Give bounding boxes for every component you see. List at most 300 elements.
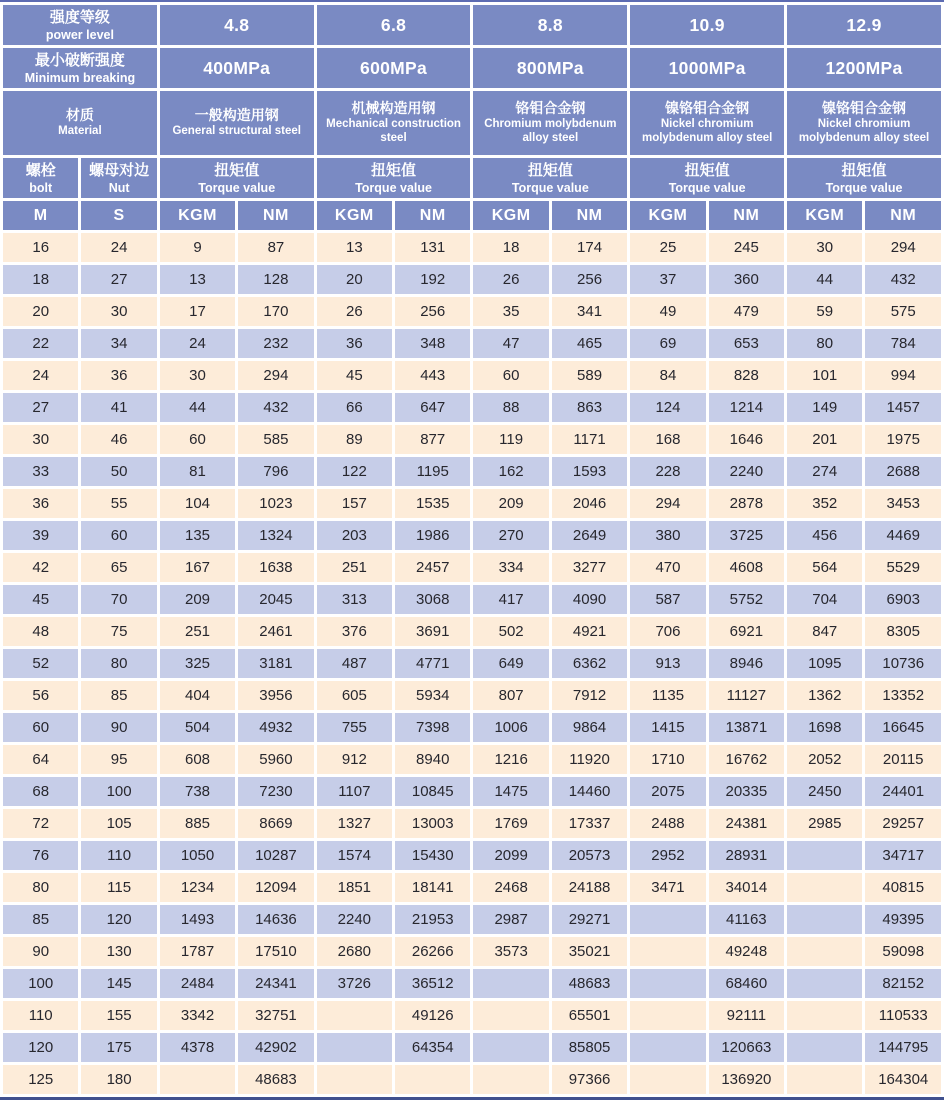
- torque-value-cell: 32751: [238, 1001, 313, 1030]
- torque-value-cell: 228: [630, 457, 705, 486]
- torque-value-cell: 13: [160, 265, 235, 294]
- torque-value-cell: 885: [160, 809, 235, 838]
- torque-value-cell: 20: [317, 265, 392, 294]
- torque-value-cell: 18141: [395, 873, 470, 902]
- torque-value-cell: [630, 937, 705, 966]
- torque-value-cell: 18: [473, 233, 548, 262]
- table-row: [3, 521, 941, 550]
- table-row: [3, 809, 941, 838]
- nut-size-cell: 50: [81, 457, 156, 486]
- nut-size-cell: 60: [81, 521, 156, 550]
- torque-value-cell: 877: [395, 425, 470, 454]
- torque-value-label: [630, 158, 784, 198]
- bolt-size-cell: 56: [3, 681, 78, 710]
- torque-value-cell: 502: [473, 617, 548, 646]
- torque-value-cell: 40815: [865, 873, 941, 902]
- torque-value-cell: 29271: [552, 905, 627, 934]
- torque-value-cell: 16762: [709, 745, 784, 774]
- minimum-breaking-value: 1200MPa: [787, 48, 941, 88]
- torque-value-cell: 1535: [395, 489, 470, 518]
- torque-value-label-zh: 扭矩值: [684, 162, 730, 180]
- torque-value-cell: 2484: [160, 969, 235, 998]
- torque-value-cell: 24: [160, 329, 235, 358]
- table-row: [3, 489, 941, 518]
- torque-value-cell: 2240: [317, 905, 392, 934]
- unit-header-nm: NM: [395, 201, 470, 230]
- bolt-size-cell: 22: [3, 329, 78, 358]
- torque-value-cell: 479: [709, 297, 784, 326]
- torque-value-cell: 49: [630, 297, 705, 326]
- torque-value-cell: [473, 1065, 548, 1094]
- torque-value-cell: 270: [473, 521, 548, 550]
- torque-value-cell: 755: [317, 713, 392, 742]
- torque-value-cell: 847: [787, 617, 862, 646]
- torque-value-cell: 256: [395, 297, 470, 326]
- nut-size-cell: 105: [81, 809, 156, 838]
- torque-value-cell: 9864: [552, 713, 627, 742]
- nut-size-cell: 115: [81, 873, 156, 902]
- torque-value-label-en: Torque value: [198, 180, 276, 195]
- torque-value-cell: 1216: [473, 745, 548, 774]
- material-name-en: Nickel chromium molybdenum alloy steel: [798, 117, 930, 144]
- torque-value-cell: 404: [160, 681, 235, 710]
- torque-value-cell: 167: [160, 553, 235, 582]
- torque-value-cell: 60: [160, 425, 235, 454]
- torque-value-cell: 245: [709, 233, 784, 262]
- nut-size-cell: 145: [81, 969, 156, 998]
- material-label-en: Material: [58, 124, 102, 137]
- torque-value-cell: [787, 1065, 862, 1094]
- torque-value-cell: [473, 969, 548, 998]
- material-name: [317, 91, 471, 155]
- torque-value-cell: 2240: [709, 457, 784, 486]
- torque-value-cell: 10287: [238, 841, 313, 870]
- nut-size-cell: 30: [81, 297, 156, 326]
- torque-value-cell: 828: [709, 361, 784, 390]
- material-name: [630, 91, 784, 155]
- minimum-breaking-label-en: Minimum breaking: [24, 70, 136, 85]
- torque-value-cell: 325: [160, 649, 235, 678]
- torque-value-cell: 1006: [473, 713, 548, 742]
- torque-value-cell: 4378: [160, 1033, 235, 1062]
- nut-size-cell: 90: [81, 713, 156, 742]
- torque-value-cell: 1214: [709, 393, 784, 422]
- torque-value-cell: 649: [473, 649, 548, 678]
- torque-value-cell: 20335: [709, 777, 784, 806]
- torque-value-label-zh: 扭矩值: [214, 162, 260, 180]
- torque-value-cell: [630, 1065, 705, 1094]
- torque-value-cell: 1975: [865, 425, 941, 454]
- torque-value-cell: 87: [238, 233, 313, 262]
- power-level-value: 10.9: [630, 5, 784, 45]
- torque-value-cell: 30: [787, 233, 862, 262]
- torque-value-label-zh: 扭矩值: [527, 162, 573, 180]
- torque-value-cell: 4921: [552, 617, 627, 646]
- bolt-size-cell: 24: [3, 361, 78, 390]
- material-name: [787, 91, 941, 155]
- bolt-size-cell: 76: [3, 841, 78, 870]
- torque-value-cell: 3277: [552, 553, 627, 582]
- torque-value-cell: [630, 1033, 705, 1062]
- torque-value-cell: 84: [630, 361, 705, 390]
- torque-value-cell: 3691: [395, 617, 470, 646]
- nut-size-cell: 100: [81, 777, 156, 806]
- torque-value-cell: 456: [787, 521, 862, 550]
- bolt-size-cell: 80: [3, 873, 78, 902]
- table-row: [3, 745, 941, 774]
- torque-value-cell: 2680: [317, 937, 392, 966]
- nut-size-cell: 27: [81, 265, 156, 294]
- torque-value-cell: 10845: [395, 777, 470, 806]
- bolt-size-cell: 16: [3, 233, 78, 262]
- torque-value-cell: 48683: [552, 969, 627, 998]
- torque-value-cell: 1493: [160, 905, 235, 934]
- torque-value-cell: 3725: [709, 521, 784, 550]
- torque-value-cell: 28931: [709, 841, 784, 870]
- bolt-size-cell: 48: [3, 617, 78, 646]
- torque-value-cell: 101: [787, 361, 862, 390]
- bolt-size-cell: 90: [3, 937, 78, 966]
- torque-value-cell: [395, 1065, 470, 1094]
- torque-value-cell: 17: [160, 297, 235, 326]
- torque-value-cell: 704: [787, 585, 862, 614]
- torque-value-cell: 17337: [552, 809, 627, 838]
- torque-value-cell: 8940: [395, 745, 470, 774]
- torque-value-cell: 334: [473, 553, 548, 582]
- bolt-torque-table: [0, 2, 944, 1097]
- torque-value-cell: 1698: [787, 713, 862, 742]
- torque-value-cell: 48683: [238, 1065, 313, 1094]
- torque-value-cell: [317, 1033, 392, 1062]
- torque-value-cell: 97366: [552, 1065, 627, 1094]
- nut-size-cell: 95: [81, 745, 156, 774]
- torque-value-cell: 30: [160, 361, 235, 390]
- bolt-size-cell: 120: [3, 1033, 78, 1062]
- torque-value-cell: 1574: [317, 841, 392, 870]
- torque-value-cell: 42902: [238, 1033, 313, 1062]
- bolt-size-cell: 30: [3, 425, 78, 454]
- torque-value-cell: 3956: [238, 681, 313, 710]
- torque-value-cell: 16645: [865, 713, 941, 742]
- torque-value-cell: 24401: [865, 777, 941, 806]
- torque-value-cell: 21953: [395, 905, 470, 934]
- torque-value-cell: 912: [317, 745, 392, 774]
- torque-value-cell: 25: [630, 233, 705, 262]
- material-name-en: Chromium molybdenum alloy steel: [484, 117, 617, 144]
- torque-value-cell: 13871: [709, 713, 784, 742]
- torque-value-cell: 131: [395, 233, 470, 262]
- torque-value-cell: 34014: [709, 873, 784, 902]
- material-name: [160, 91, 314, 155]
- torque-value-cell: 653: [709, 329, 784, 358]
- table-row: [3, 393, 941, 422]
- torque-value-cell: 7230: [238, 777, 313, 806]
- torque-value-cell: 1107: [317, 777, 392, 806]
- torque-value-cell: 7398: [395, 713, 470, 742]
- torque-value-cell: 162: [473, 457, 548, 486]
- torque-value-cell: [787, 937, 862, 966]
- power-level-value: 6.8: [317, 5, 471, 45]
- torque-value-label-en: Torque value: [511, 180, 589, 195]
- torque-value-cell: 14636: [238, 905, 313, 934]
- torque-value-cell: 6921: [709, 617, 784, 646]
- nut-label-zh: 螺母对边: [89, 162, 150, 180]
- table-row: [3, 969, 941, 998]
- power-level-label: [3, 5, 157, 45]
- torque-value-cell: 487: [317, 649, 392, 678]
- torque-value-cell: 11920: [552, 745, 627, 774]
- torque-value-cell: 26266: [395, 937, 470, 966]
- material-name-zh: 镍铬钼合金钢: [822, 100, 907, 117]
- bolt-label-en: bolt: [29, 180, 53, 195]
- bolt-size-cell: 33: [3, 457, 78, 486]
- torque-value-cell: 45: [317, 361, 392, 390]
- table-data-body: [3, 233, 941, 1094]
- nut-size-cell: 110: [81, 841, 156, 870]
- power-level-label-zh: 强度等级: [49, 9, 110, 27]
- torque-value-cell: 66: [317, 393, 392, 422]
- torque-value-cell: 49395: [865, 905, 941, 934]
- torque-value-cell: [473, 1001, 548, 1030]
- torque-value-cell: 35021: [552, 937, 627, 966]
- nut-size-cell: 80: [81, 649, 156, 678]
- torque-value-cell: 36: [317, 329, 392, 358]
- torque-value-cell: 796: [238, 457, 313, 486]
- torque-value-cell: 1362: [787, 681, 862, 710]
- nut-size-cell: 120: [81, 905, 156, 934]
- table-row: [3, 905, 941, 934]
- torque-value-cell: 44: [160, 393, 235, 422]
- torque-value-cell: 4932: [238, 713, 313, 742]
- torque-value-cell: 89: [317, 425, 392, 454]
- table-row: [3, 713, 941, 742]
- torque-value-cell: 2649: [552, 521, 627, 550]
- material-name-zh: 镍铬钼合金钢: [665, 100, 750, 117]
- table-row: [3, 1033, 941, 1062]
- torque-value-cell: 136920: [709, 1065, 784, 1094]
- torque-value-cell: 8946: [709, 649, 784, 678]
- torque-value-cell: 360: [709, 265, 784, 294]
- units-row: [3, 201, 941, 230]
- torque-value-cell: 784: [865, 329, 941, 358]
- torque-value-label-zh: 扭矩值: [371, 162, 417, 180]
- torque-value-cell: 29257: [865, 809, 941, 838]
- torque-value-cell: 1234: [160, 873, 235, 902]
- torque-value-cell: 1787: [160, 937, 235, 966]
- torque-value-label: [473, 158, 627, 198]
- torque-value-cell: 807: [473, 681, 548, 710]
- minimum-breaking-value: 1000MPa: [630, 48, 784, 88]
- table-row: [3, 425, 941, 454]
- torque-value-cell: 5529: [865, 553, 941, 582]
- torque-value-cell: 24341: [238, 969, 313, 998]
- minimum-breaking-value: 800MPa: [473, 48, 627, 88]
- torque-value-cell: 13: [317, 233, 392, 262]
- bolt-size-cell: 42: [3, 553, 78, 582]
- torque-value-cell: 168: [630, 425, 705, 454]
- torque-value-cell: 104: [160, 489, 235, 518]
- torque-value-cell: 3573: [473, 937, 548, 966]
- bolt-label-zh: 螺栓: [25, 162, 56, 180]
- torque-value-cell: 256: [552, 265, 627, 294]
- torque-value-cell: 2075: [630, 777, 705, 806]
- nut-size-cell: 65: [81, 553, 156, 582]
- bolt-size-cell: 18: [3, 265, 78, 294]
- power-level-value: 12.9: [787, 5, 941, 45]
- torque-value-cell: 20573: [552, 841, 627, 870]
- torque-value-cell: 80: [787, 329, 862, 358]
- unit-header-s: S: [81, 201, 156, 230]
- bolt-size-cell: 125: [3, 1065, 78, 1094]
- torque-value-cell: 994: [865, 361, 941, 390]
- material-name-en: Mechanical construction steel: [326, 117, 461, 144]
- nut-size-cell: 41: [81, 393, 156, 422]
- unit-header-kgm: KGM: [473, 201, 548, 230]
- torque-value-cell: 575: [865, 297, 941, 326]
- material-label-zh: 材质: [65, 107, 94, 124]
- torque-value-cell: 88: [473, 393, 548, 422]
- unit-header-kgm: KGM: [317, 201, 392, 230]
- power-level-value: 8.8: [473, 5, 627, 45]
- torque-value-cell: 251: [317, 553, 392, 582]
- torque-value-cell: 34717: [865, 841, 941, 870]
- torque-value-cell: 274: [787, 457, 862, 486]
- unit-header-kgm: KGM: [630, 201, 705, 230]
- torque-value-label: [160, 158, 314, 198]
- minimum-breaking-row: [3, 48, 941, 88]
- torque-value-cell: 24381: [709, 809, 784, 838]
- bolt-size-cell: 72: [3, 809, 78, 838]
- table-row: [3, 617, 941, 646]
- torque-value-cell: 13003: [395, 809, 470, 838]
- torque-value-cell: 47: [473, 329, 548, 358]
- material-name-en: Nickel chromium molybdenum alloy steel: [641, 117, 773, 144]
- torque-value-cell: 3068: [395, 585, 470, 614]
- torque-value-cell: 124: [630, 393, 705, 422]
- torque-value-cell: 65501: [552, 1001, 627, 1030]
- torque-value-cell: 20115: [865, 745, 941, 774]
- torque-value-cell: 1050: [160, 841, 235, 870]
- torque-value-cell: 470: [630, 553, 705, 582]
- table-row: [3, 1065, 941, 1094]
- material-name-zh: 机械构造用钢: [351, 100, 436, 117]
- torque-value-cell: 738: [160, 777, 235, 806]
- torque-value-cell: 85805: [552, 1033, 627, 1062]
- table-row: [3, 233, 941, 262]
- table-row: [3, 649, 941, 678]
- torque-value-cell: 913: [630, 649, 705, 678]
- bolt-size-cell: 68: [3, 777, 78, 806]
- torque-value-cell: 37: [630, 265, 705, 294]
- torque-value-label-zh: 扭矩值: [841, 162, 887, 180]
- torque-value-cell: 294: [630, 489, 705, 518]
- torque-value-cell: [787, 1033, 862, 1062]
- nut-size-cell: 175: [81, 1033, 156, 1062]
- material-name-zh: 一般构造用钢: [194, 107, 279, 124]
- nut-size-cell: 180: [81, 1065, 156, 1094]
- torque-value-cell: 1327: [317, 809, 392, 838]
- nut-size-cell: 85: [81, 681, 156, 710]
- torque-value-cell: 1171: [552, 425, 627, 454]
- torque-value-cell: 26: [317, 297, 392, 326]
- torque-value-cell: 82152: [865, 969, 941, 998]
- torque-value-cell: 4090: [552, 585, 627, 614]
- torque-value-cell: 443: [395, 361, 470, 390]
- torque-value-cell: 92111: [709, 1001, 784, 1030]
- power-level-value: 4.8: [160, 5, 314, 45]
- torque-value-cell: 10736: [865, 649, 941, 678]
- torque-value-cell: 352: [787, 489, 862, 518]
- unit-header-kgm: KGM: [787, 201, 862, 230]
- torque-value-cell: 3726: [317, 969, 392, 998]
- torque-value-cell: 3181: [238, 649, 313, 678]
- unit-header-kgm: KGM: [160, 201, 235, 230]
- nut-size-cell: 46: [81, 425, 156, 454]
- torque-value-cell: 585: [238, 425, 313, 454]
- torque-value-label: [787, 158, 941, 198]
- torque-value-cell: 110533: [865, 1001, 941, 1030]
- torque-value-cell: 59098: [865, 937, 941, 966]
- torque-value-cell: 2468: [473, 873, 548, 902]
- table-row: [3, 681, 941, 710]
- nut-size-cell: 55: [81, 489, 156, 518]
- table-row: [3, 1001, 941, 1030]
- torque-value-label: [317, 158, 471, 198]
- bolt-size-cell: 85: [3, 905, 78, 934]
- torque-value-cell: 3342: [160, 1001, 235, 1030]
- torque-value-cell: 49126: [395, 1001, 470, 1030]
- table-row: [3, 297, 941, 326]
- torque-value-cell: 1638: [238, 553, 313, 582]
- material-row: [3, 91, 941, 155]
- material-label: [3, 91, 157, 155]
- nut-size-cell: 34: [81, 329, 156, 358]
- table-row: [3, 777, 941, 806]
- torque-value-cell: 24188: [552, 873, 627, 902]
- torque-label-row: [3, 158, 941, 198]
- torque-value-cell: 3471: [630, 873, 705, 902]
- torque-value-cell: 1593: [552, 457, 627, 486]
- torque-value-cell: 41163: [709, 905, 784, 934]
- torque-value-cell: 119: [473, 425, 548, 454]
- material-name: [473, 91, 627, 155]
- torque-value-cell: 589: [552, 361, 627, 390]
- torque-value-cell: [787, 1001, 862, 1030]
- torque-value-cell: 2045: [238, 585, 313, 614]
- torque-value-cell: 3453: [865, 489, 941, 518]
- torque-value-cell: 8305: [865, 617, 941, 646]
- torque-value-cell: 44: [787, 265, 862, 294]
- minimum-breaking-label: [3, 48, 157, 88]
- torque-value-cell: [630, 1001, 705, 1030]
- torque-value-cell: 564: [787, 553, 862, 582]
- torque-value-cell: 1710: [630, 745, 705, 774]
- material-name-en: General structural steel: [172, 124, 301, 137]
- torque-value-label-en: Torque value: [668, 180, 746, 195]
- unit-header-nm: NM: [865, 201, 941, 230]
- torque-value-cell: 59: [787, 297, 862, 326]
- torque-value-cell: 2985: [787, 809, 862, 838]
- table-row: [3, 937, 941, 966]
- torque-value-cell: 232: [238, 329, 313, 358]
- torque-value-cell: 209: [160, 585, 235, 614]
- torque-value-cell: 2688: [865, 457, 941, 486]
- minimum-breaking-label-zh: 最小破断强度: [34, 52, 125, 70]
- torque-value-cell: 417: [473, 585, 548, 614]
- torque-value-cell: 17510: [238, 937, 313, 966]
- table-row: [3, 873, 941, 902]
- torque-value-cell: 64354: [395, 1033, 470, 1062]
